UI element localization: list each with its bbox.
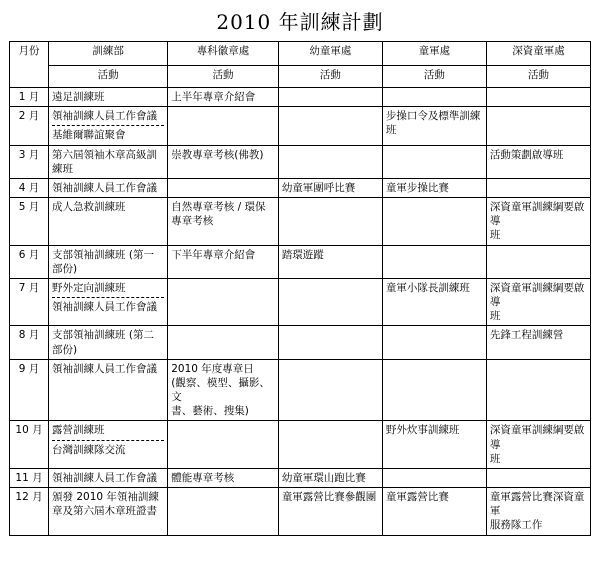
- cell-activity: [168, 468, 279, 487]
- cell-activity: [278, 359, 382, 421]
- cell-activity: [486, 178, 590, 197]
- table-row: [10, 178, 591, 197]
- cell-month: 8 月: [10, 326, 49, 359]
- cell-activity: [486, 107, 590, 145]
- cell-activity: [486, 359, 590, 421]
- cell-month: 10 月: [10, 421, 49, 469]
- cell-activity: [382, 145, 486, 178]
- cell-activity: [382, 359, 486, 421]
- cell-activity: [168, 107, 279, 145]
- cell-activity: [278, 326, 382, 359]
- cell-month: 6 月: [10, 245, 49, 278]
- table-header-row-activity: [10, 66, 591, 88]
- cell-line: 領袖訓練人員工作會議: [52, 301, 158, 314]
- table-header: [10, 42, 591, 88]
- cell-line: 童軍步操比賽: [385, 181, 449, 194]
- cell-divider: [52, 440, 164, 441]
- table-row: [10, 88, 591, 107]
- cell-month: 11 月: [10, 468, 49, 487]
- column-header-dept-0: 訓練部: [49, 42, 168, 66]
- cell-line: 自然專章考核 / 環保: [171, 201, 266, 214]
- cell-activity: [49, 245, 168, 278]
- cell-line: 專章考核: [171, 215, 214, 228]
- cell-activity: [382, 488, 486, 536]
- column-subheader-activity-3: 活動: [382, 66, 486, 88]
- table-header-row-departments: [10, 42, 591, 66]
- cell-line: 班: [489, 229, 501, 242]
- cell-line: 上半年專章介紹會: [171, 91, 256, 103]
- table-row: [10, 359, 591, 421]
- cell-activity: [278, 488, 382, 536]
- cell-activity: [382, 421, 486, 469]
- cell-activity: [486, 145, 590, 178]
- cell-divider: [52, 125, 164, 126]
- cell-line: 幼童軍團呼比賽: [281, 181, 356, 194]
- cell-line: 班: [489, 310, 501, 323]
- column-header-month: 月份: [10, 42, 49, 88]
- cell-activity: [486, 278, 590, 326]
- cell-activity: [278, 198, 382, 246]
- cell-activity: [49, 198, 168, 246]
- cell-line: 先鋒工程訓練營: [489, 329, 564, 342]
- cell-line: 深資童軍訓練綱要啟導: [489, 424, 585, 451]
- cell-line: 班: [489, 452, 501, 465]
- cell-activity: [382, 178, 486, 197]
- cell-activity: [49, 488, 168, 536]
- cell-line: 深資童軍訓練綱要啟導: [489, 201, 585, 228]
- cell-activity: [382, 278, 486, 326]
- cell-activity: [486, 488, 590, 536]
- cell-activity: [382, 468, 486, 487]
- cell-activity: [486, 88, 590, 107]
- cell-month: 4 月: [10, 178, 49, 197]
- cell-line: 部份): [52, 262, 78, 275]
- table-body: [10, 88, 591, 536]
- cell-line: 幼童軍環山跑比賽: [281, 471, 366, 484]
- cell-activity: [486, 421, 590, 469]
- cell-month: 2 月: [10, 107, 49, 145]
- table-row: [10, 245, 591, 278]
- cell-month: 12 月: [10, 488, 49, 536]
- cell-month: 3 月: [10, 145, 49, 178]
- cell-activity: [168, 326, 279, 359]
- cell-line: 領袖訓練人員工作會議: [52, 362, 158, 375]
- cell-activity: [168, 488, 279, 536]
- table-row: [10, 488, 591, 536]
- cell-line: 頒發 2010 年領袖訓練: [52, 491, 159, 504]
- cell-activity: [486, 198, 590, 246]
- cell-line: 練班: [52, 162, 74, 175]
- cell-line: 童軍露營比賽: [385, 491, 449, 504]
- cell-month: 5 月: [10, 198, 49, 246]
- cell-line: 野外定向訓練班: [52, 281, 126, 294]
- cell-activity: [168, 145, 279, 178]
- column-header-dept-4: 深資童軍處: [486, 42, 590, 66]
- cell-line: 露營訓練班: [52, 424, 105, 437]
- cell-line: 下半年專章介紹會: [171, 248, 256, 261]
- cell-line: 深資童軍訓練綱要啟導: [489, 281, 585, 309]
- cell-line: 活動策劃啟導班: [489, 148, 564, 161]
- cell-activity: [49, 326, 168, 359]
- cell-activity: [168, 278, 279, 326]
- cell-line: 步操口令及標準訓練班: [385, 110, 481, 137]
- cell-activity: [49, 145, 168, 178]
- cell-activity: [49, 107, 168, 145]
- table-row: [10, 278, 591, 326]
- cell-activity: [486, 468, 590, 487]
- cell-activity: [168, 359, 279, 421]
- cell-line: 崇教專章考核(佛教): [171, 148, 264, 161]
- cell-activity: [382, 107, 486, 145]
- cell-line: 成人急救訓練班: [52, 201, 126, 214]
- cell-line: 2010 年度專章日: [171, 362, 254, 375]
- cell-activity: [168, 421, 279, 469]
- cell-activity: [49, 88, 168, 107]
- cell-month: 1 月: [10, 88, 49, 107]
- cell-line: 台灣訓練隊交流: [52, 443, 126, 456]
- cell-line: 領袖訓練人員工作會議: [52, 110, 158, 123]
- table-row: [10, 198, 591, 246]
- cell-month: 9 月: [10, 359, 49, 421]
- cell-line: 野外炊事訓練班: [385, 424, 460, 437]
- cell-divider: [52, 297, 164, 298]
- cell-line: (觀察、模型、攝影、文: [171, 376, 270, 404]
- cell-activity: [278, 107, 382, 145]
- cell-month: 7 月: [10, 278, 49, 326]
- cell-activity: [49, 178, 168, 197]
- cell-line: 童軍露營比賽深資童軍: [489, 491, 585, 518]
- cell-line: 第六屆領袖木章高級訓: [52, 148, 158, 161]
- cell-activity: [278, 178, 382, 197]
- cell-line: 部份): [52, 343, 78, 356]
- column-header-dept-3: 童軍處: [382, 42, 486, 66]
- cell-activity: [278, 278, 382, 326]
- column-subheader-activity-1: 活動: [168, 66, 279, 88]
- training-plan-table: [9, 41, 591, 536]
- cell-activity: [168, 198, 279, 246]
- column-subheader-activity-2: 活動: [278, 66, 382, 88]
- cell-activity: [278, 421, 382, 469]
- cell-activity: [382, 198, 486, 246]
- cell-activity: [382, 245, 486, 278]
- cell-activity: [278, 145, 382, 178]
- cell-line: 服務隊工作: [489, 519, 543, 532]
- cell-activity: [49, 421, 168, 469]
- table-row: [10, 326, 591, 359]
- cell-line: 童軍小隊長訓練班: [385, 281, 470, 294]
- page-title: 2010 年訓練計劃: [216, 10, 384, 34]
- cell-activity: [49, 278, 168, 326]
- cell-activity: [168, 178, 279, 197]
- column-header-dept-2: 幼童軍處: [278, 42, 382, 66]
- cell-activity: [278, 245, 382, 278]
- cell-line: 支部領袖訓練班 (第二: [52, 329, 154, 342]
- cell-activity: [486, 326, 590, 359]
- cell-line: 童軍露營比賽參觀團: [281, 491, 377, 504]
- cell-line: 支部領袖訓練班 (第一: [52, 248, 154, 261]
- table-row: [10, 421, 591, 469]
- cell-line: 領袖訓練人員工作會議: [52, 471, 158, 484]
- cell-activity: [278, 468, 382, 487]
- cell-activity: [486, 245, 590, 278]
- cell-activity: [278, 88, 382, 107]
- column-header-dept-1: 專科徽章處: [168, 42, 279, 66]
- cell-line: 踏環遊蹤: [281, 248, 324, 261]
- table-row: [10, 468, 591, 487]
- cell-activity: [49, 359, 168, 421]
- column-subheader-activity-0: 活動: [49, 66, 168, 88]
- cell-line: 基維爾聯誼聚會: [52, 129, 126, 142]
- cell-line: 遠足訓練班: [52, 91, 105, 103]
- table-row: [10, 145, 591, 178]
- cell-activity: [382, 88, 486, 107]
- cell-line: 章及第六屆木章班證書: [52, 505, 158, 518]
- cell-line: 書、藝術、搜集): [171, 405, 249, 418]
- cell-activity: [168, 88, 279, 107]
- cell-line: 體能專章考核: [171, 471, 235, 484]
- table-row: [10, 107, 591, 145]
- cell-line: 領袖訓練人員工作會議: [52, 181, 158, 194]
- cell-activity: [49, 468, 168, 487]
- column-subheader-activity-4: 活動: [486, 66, 590, 88]
- cell-activity: [382, 326, 486, 359]
- cell-activity: [168, 245, 279, 278]
